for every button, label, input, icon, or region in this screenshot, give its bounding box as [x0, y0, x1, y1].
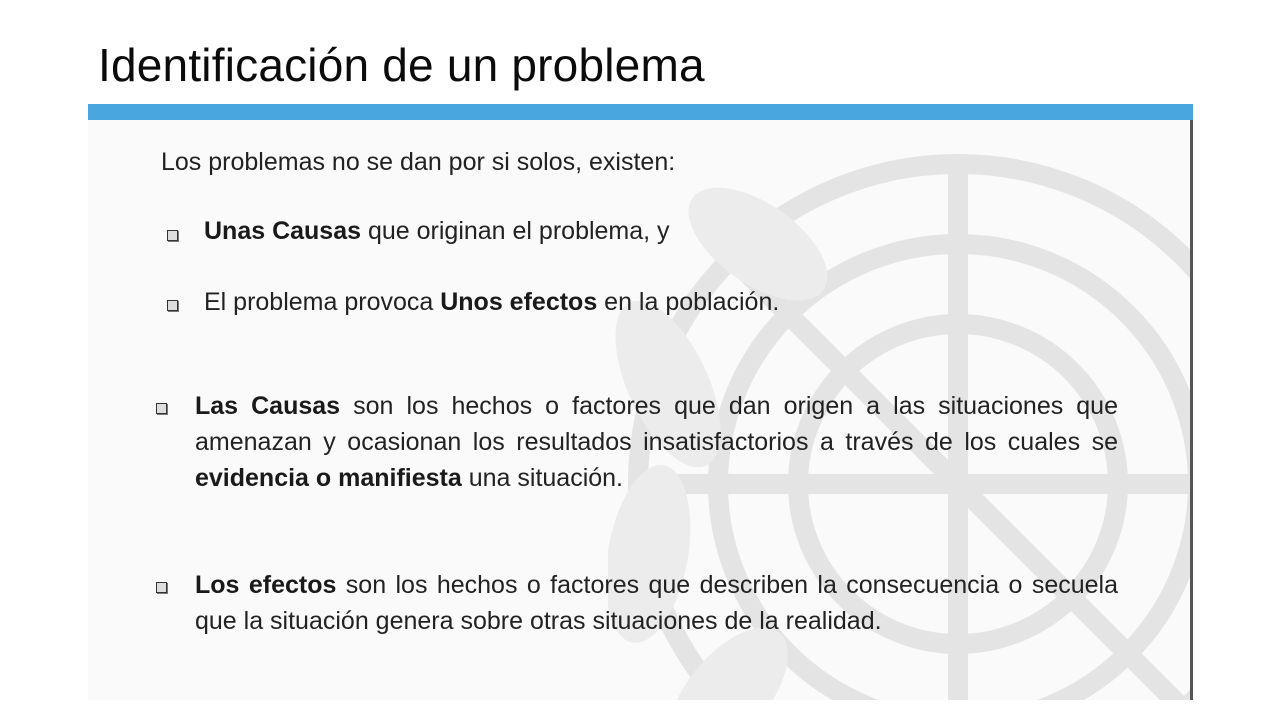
bullet-icon: [167, 230, 178, 241]
efectos-text: son los hechos o factores que describen la consecuencia o secuela que la situación genera sobre otras situaciones de la realidad.: [195, 571, 1118, 635]
item1-bold: Unas Causas: [204, 217, 362, 245]
accent-bar: [88, 104, 1193, 120]
causas-text-2: una situación.: [461, 464, 623, 492]
bullet-icon: [156, 582, 167, 593]
causas-bold-2: evidencia o manifiesta: [195, 464, 462, 492]
causas-bold: Las Causas: [195, 392, 341, 420]
efectos-bold: Los efectos: [195, 571, 337, 599]
bullet-icon: [156, 403, 167, 414]
list-item-causas: [204, 217, 670, 246]
efectos-paragraph: [195, 567, 1118, 639]
item2-text: en la población.: [597, 288, 780, 316]
causas-text: son los hechos o factores que dan origen a las situaciones que amenazan y ocasionan los resultados insatisfactorios a través de los cuales se: [195, 392, 1118, 456]
intro-text: Los problemas no se dan por si solos, existen:: [161, 148, 676, 176]
slide-title: Identificación de un problema: [98, 39, 705, 91]
item2-pre: El problema provoca: [204, 288, 441, 316]
bullet-icon: [167, 300, 178, 311]
item2-bold: Unos efectos: [440, 288, 598, 316]
item1-text: que originan el problema, y: [361, 217, 670, 245]
causas-paragraph: [195, 388, 1118, 496]
image-right-edge: [1190, 120, 1193, 700]
content-image: [88, 104, 1193, 700]
list-item-efectos: [204, 288, 779, 317]
